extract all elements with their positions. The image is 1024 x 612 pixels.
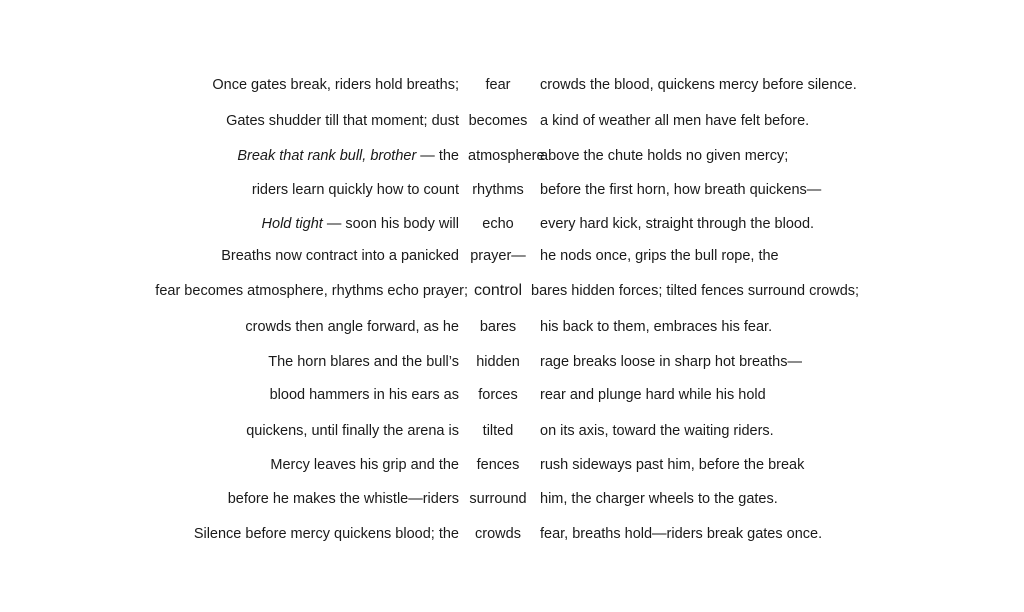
line-middle-word: forces [478, 387, 518, 403]
line-right-text: before the first horn, how breath quickens— [540, 182, 822, 198]
line-middle-word: hidden [476, 354, 520, 370]
poem-line-14 [0, 519, 1024, 549]
poem-line-13 [0, 484, 1024, 514]
poem-line-4 [0, 175, 1024, 205]
line-left-text: Silence before mercy quickens blood; the [193, 526, 459, 542]
poem-line-8 [0, 312, 1024, 342]
line-right-text: bares hidden forces; tilted fences surround crowds; [531, 283, 860, 299]
line-right-text: rage breaks loose in sharp hot breaths— [540, 354, 802, 370]
line-right-text: on its axis, toward the waiting riders. [540, 423, 774, 439]
line-middle-word: crowds [475, 526, 521, 542]
line-right-text: his back to them, embraces his fear. [540, 319, 773, 335]
line-left-italic: Break that rank bull, brother [237, 148, 417, 164]
line-middle-word: prayer— [470, 248, 526, 264]
poem-line-5 [0, 209, 1024, 239]
line-left-text: before he makes the whistle—riders [227, 491, 459, 507]
poem-line-10 [0, 380, 1024, 410]
line-left-text: riders learn quickly how to count [251, 182, 459, 198]
poem-line-9 [0, 347, 1024, 377]
line-left-text [237, 141, 459, 171]
poem-line-1 [0, 70, 1024, 100]
line-left-text: quickens, until finally the arena is [246, 423, 459, 439]
poem-line-3 [0, 141, 1024, 171]
line-right-text: rear and plunge hard while his hold [540, 387, 766, 403]
line-left-text: fear becomes atmosphere, rhythms echo prayer; [155, 283, 468, 299]
line-middle-word: control [473, 282, 523, 299]
line-middle-word: fences [476, 457, 520, 473]
line-middle-word: fear [485, 77, 511, 93]
line-middle-word: becomes [468, 113, 528, 129]
line-left-text: Mercy leaves his grip and the [270, 457, 459, 473]
line-right-text: above the chute holds no given mercy; [540, 148, 789, 164]
poem-line-11 [0, 416, 1024, 446]
line-right-text: he nods once, grips the bull rope, the [540, 248, 779, 264]
poem-line-2 [0, 106, 1024, 136]
line-left-text: crowds then angle forward, as he [245, 319, 459, 335]
line-left-text [262, 209, 459, 239]
line-right-text: rush sideways past him, before the break [540, 457, 805, 473]
line-left-plain: — soon his body will [322, 216, 459, 232]
line-right-text: him, the charger wheels to the gates. [540, 491, 778, 507]
poem-line-12 [0, 450, 1024, 480]
line-middle-word: tilted [482, 423, 514, 439]
line-middle-word: rhythms [472, 182, 524, 198]
poem-line-7 [0, 276, 1024, 306]
line-left-text: Gates shudder till that moment; dust [226, 113, 459, 129]
poem-line-6 [0, 241, 1024, 271]
line-middle-word: echo [482, 216, 514, 232]
line-left-text: Breaths now contract into a panicked [221, 248, 459, 264]
line-left-italic: Hold tight [261, 216, 323, 232]
line-left-text: blood hammers in his ears as [269, 387, 459, 403]
line-left-text: Once gates break, riders hold breaths; [212, 77, 459, 93]
line-right-text: a kind of weather all men have felt before. [540, 113, 810, 129]
line-right-text: every hard kick, straight through the blood. [540, 216, 815, 232]
line-middle-word: atmosphere [468, 148, 545, 164]
line-left-plain: — the [416, 148, 459, 164]
line-right-text: fear, breaths hold—riders break gates once. [540, 526, 823, 542]
line-right-text: crowds the blood, quickens mercy before silence. [540, 77, 857, 93]
line-middle-word: surround [469, 491, 527, 507]
line-middle-word: bares [479, 319, 517, 335]
line-left-text: The horn blares and the bull’s [268, 354, 459, 370]
